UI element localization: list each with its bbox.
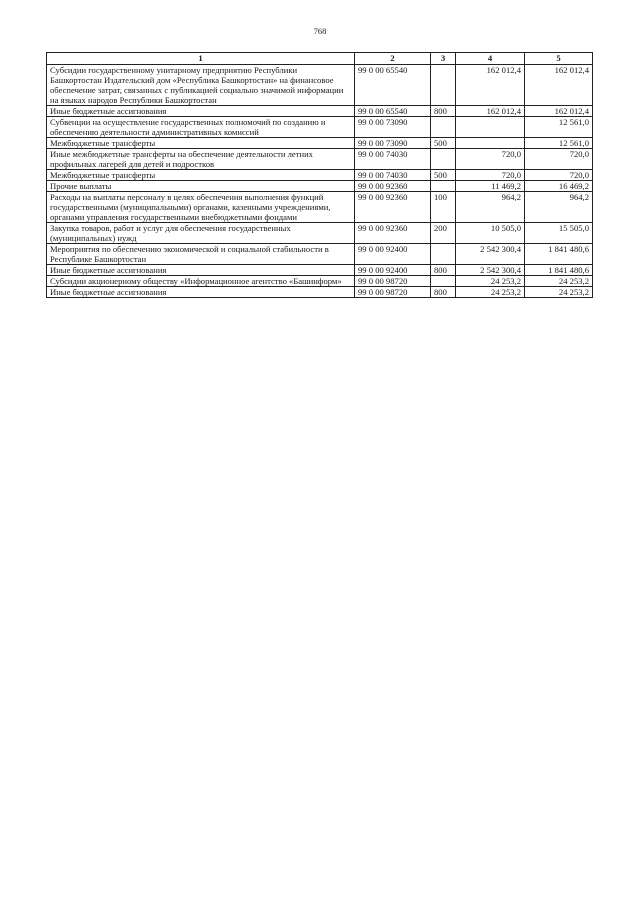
row-amount-col4-cell: 24 253,2 xyxy=(456,276,525,287)
row-amount-col4-cell xyxy=(456,138,525,149)
row-amount-col5-cell: 1 841 480,6 xyxy=(525,244,593,265)
table-row xyxy=(47,276,593,287)
table-row xyxy=(47,244,593,265)
table-row xyxy=(47,138,593,149)
row-code-cell: 99 0 00 98720 xyxy=(355,287,431,298)
row-expense-type-cell: 800 xyxy=(431,265,456,276)
row-amount-col4-cell: 162 012,4 xyxy=(456,106,525,117)
row-code-cell: 99 0 00 65540 xyxy=(355,106,431,117)
row-expense-type-cell xyxy=(431,276,456,287)
row-code-cell: 99 0 00 73090 xyxy=(355,117,431,138)
table-header xyxy=(47,53,593,65)
row-amount-col5-cell: 162 012,4 xyxy=(525,65,593,106)
row-amount-col4-cell: 11 469,2 xyxy=(456,181,525,192)
table-row xyxy=(47,106,593,117)
row-expense-type-cell xyxy=(431,244,456,265)
table-row xyxy=(47,265,593,276)
row-name-cell: Мероприятия по обеспечению экономической и социальной стабильности в Республике Башкортостан xyxy=(47,244,355,265)
table-body xyxy=(47,65,593,298)
row-name-cell: Иные межбюджетные трансферты на обеспечение деятельности летних профильных лагерей для детей и подростков xyxy=(47,149,355,170)
row-amount-col4-cell: 720,0 xyxy=(456,170,525,181)
row-amount-col4-cell: 2 542 300,4 xyxy=(456,265,525,276)
row-expense-type-cell: 100 xyxy=(431,192,456,223)
row-expense-type-cell: 800 xyxy=(431,287,456,298)
row-code-cell: 99 0 00 98720 xyxy=(355,276,431,287)
row-expense-type-cell xyxy=(431,149,456,170)
row-expense-type-cell xyxy=(431,117,456,138)
row-name-cell: Межбюджетные трансферты xyxy=(47,170,355,181)
row-amount-col5-cell: 15 505,0 xyxy=(525,223,593,244)
row-code-cell: 99 0 00 92400 xyxy=(355,244,431,265)
row-name-cell: Иные бюджетные ассигнования xyxy=(47,287,355,298)
row-amount-col4-cell xyxy=(456,117,525,138)
row-amount-col4-cell: 24 253,2 xyxy=(456,287,525,298)
header-row xyxy=(47,53,593,65)
row-name-cell: Иные бюджетные ассигнования xyxy=(47,265,355,276)
row-amount-col4-cell: 10 505,0 xyxy=(456,223,525,244)
header-col-2: 2 xyxy=(355,53,431,65)
row-code-cell: 99 0 00 92400 xyxy=(355,265,431,276)
row-code-cell: 99 0 00 74030 xyxy=(355,170,431,181)
row-amount-col5-cell: 720,0 xyxy=(525,170,593,181)
table-row xyxy=(47,65,593,106)
table-row xyxy=(47,149,593,170)
row-amount-col5-cell: 720,0 xyxy=(525,149,593,170)
header-col-3: 3 xyxy=(431,53,456,65)
row-amount-col5-cell: 12 561,0 xyxy=(525,138,593,149)
row-expense-type-cell: 800 xyxy=(431,106,456,117)
header-col-4: 4 xyxy=(456,53,525,65)
row-code-cell: 99 0 00 73090 xyxy=(355,138,431,149)
table-row xyxy=(47,192,593,223)
table-row xyxy=(47,117,593,138)
row-name-cell: Прочие выплаты xyxy=(47,181,355,192)
row-name-cell: Субсидии государственному унитарному предприятию Республики Башкортостан Издательский дом «Республика Башкортостан» на финансовое обеспечение затрат, связанных с публикацией социально значимой информации на языках народов Республики Башкортостан xyxy=(47,65,355,106)
row-amount-col5-cell: 24 253,2 xyxy=(525,276,593,287)
row-amount-col4-cell: 720,0 xyxy=(456,149,525,170)
row-amount-col5-cell: 24 253,2 xyxy=(525,287,593,298)
row-amount-col5-cell: 964,2 xyxy=(525,192,593,223)
row-amount-col4-cell: 162 012,4 xyxy=(456,65,525,106)
row-amount-col5-cell: 162 012,4 xyxy=(525,106,593,117)
row-amount-col5-cell: 1 841 480,6 xyxy=(525,265,593,276)
row-amount-col5-cell: 12 561,0 xyxy=(525,117,593,138)
row-amount-col4-cell: 2 542 300,4 xyxy=(456,244,525,265)
row-name-cell: Субсидии акционерному обществу «Информационное агентство «Башинформ» xyxy=(47,276,355,287)
row-amount-col5-cell: 16 469,2 xyxy=(525,181,593,192)
row-amount-col4-cell: 964,2 xyxy=(456,192,525,223)
row-code-cell: 99 0 00 92360 xyxy=(355,181,431,192)
header-col-1: 1 xyxy=(47,53,355,65)
row-code-cell: 99 0 00 92360 xyxy=(355,223,431,244)
table-row xyxy=(47,287,593,298)
table-row xyxy=(47,181,593,192)
row-name-cell: Межбюджетные трансферты xyxy=(47,138,355,149)
row-name-cell: Иные бюджетные ассигнования xyxy=(47,106,355,117)
page-number: 768 xyxy=(313,26,327,36)
table-row xyxy=(47,170,593,181)
row-code-cell: 99 0 00 92360 xyxy=(355,192,431,223)
row-expense-type-cell: 200 xyxy=(431,223,456,244)
row-code-cell: 99 0 00 65540 xyxy=(355,65,431,106)
row-expense-type-cell: 500 xyxy=(431,170,456,181)
row-name-cell: Закупка товаров, работ и услуг для обеспечения государственных (муниципальных) нужд xyxy=(47,223,355,244)
row-name-cell: Расходы на выплаты персоналу в целях обеспечения выполнения функций государственными (муниципальными) органами, казенными учреждениями, органами управления государственными внебюджетными фондами xyxy=(47,192,355,223)
row-code-cell: 99 0 00 74030 xyxy=(355,149,431,170)
row-expense-type-cell xyxy=(431,181,456,192)
table-row xyxy=(47,223,593,244)
row-expense-type-cell: 500 xyxy=(431,138,456,149)
budget-table xyxy=(46,52,593,298)
header-col-5: 5 xyxy=(525,53,593,65)
row-expense-type-cell xyxy=(431,65,456,106)
row-name-cell: Субвенции на осуществление государственных полномочий по созданию и обеспечению деятельности административных комиссий xyxy=(47,117,355,138)
